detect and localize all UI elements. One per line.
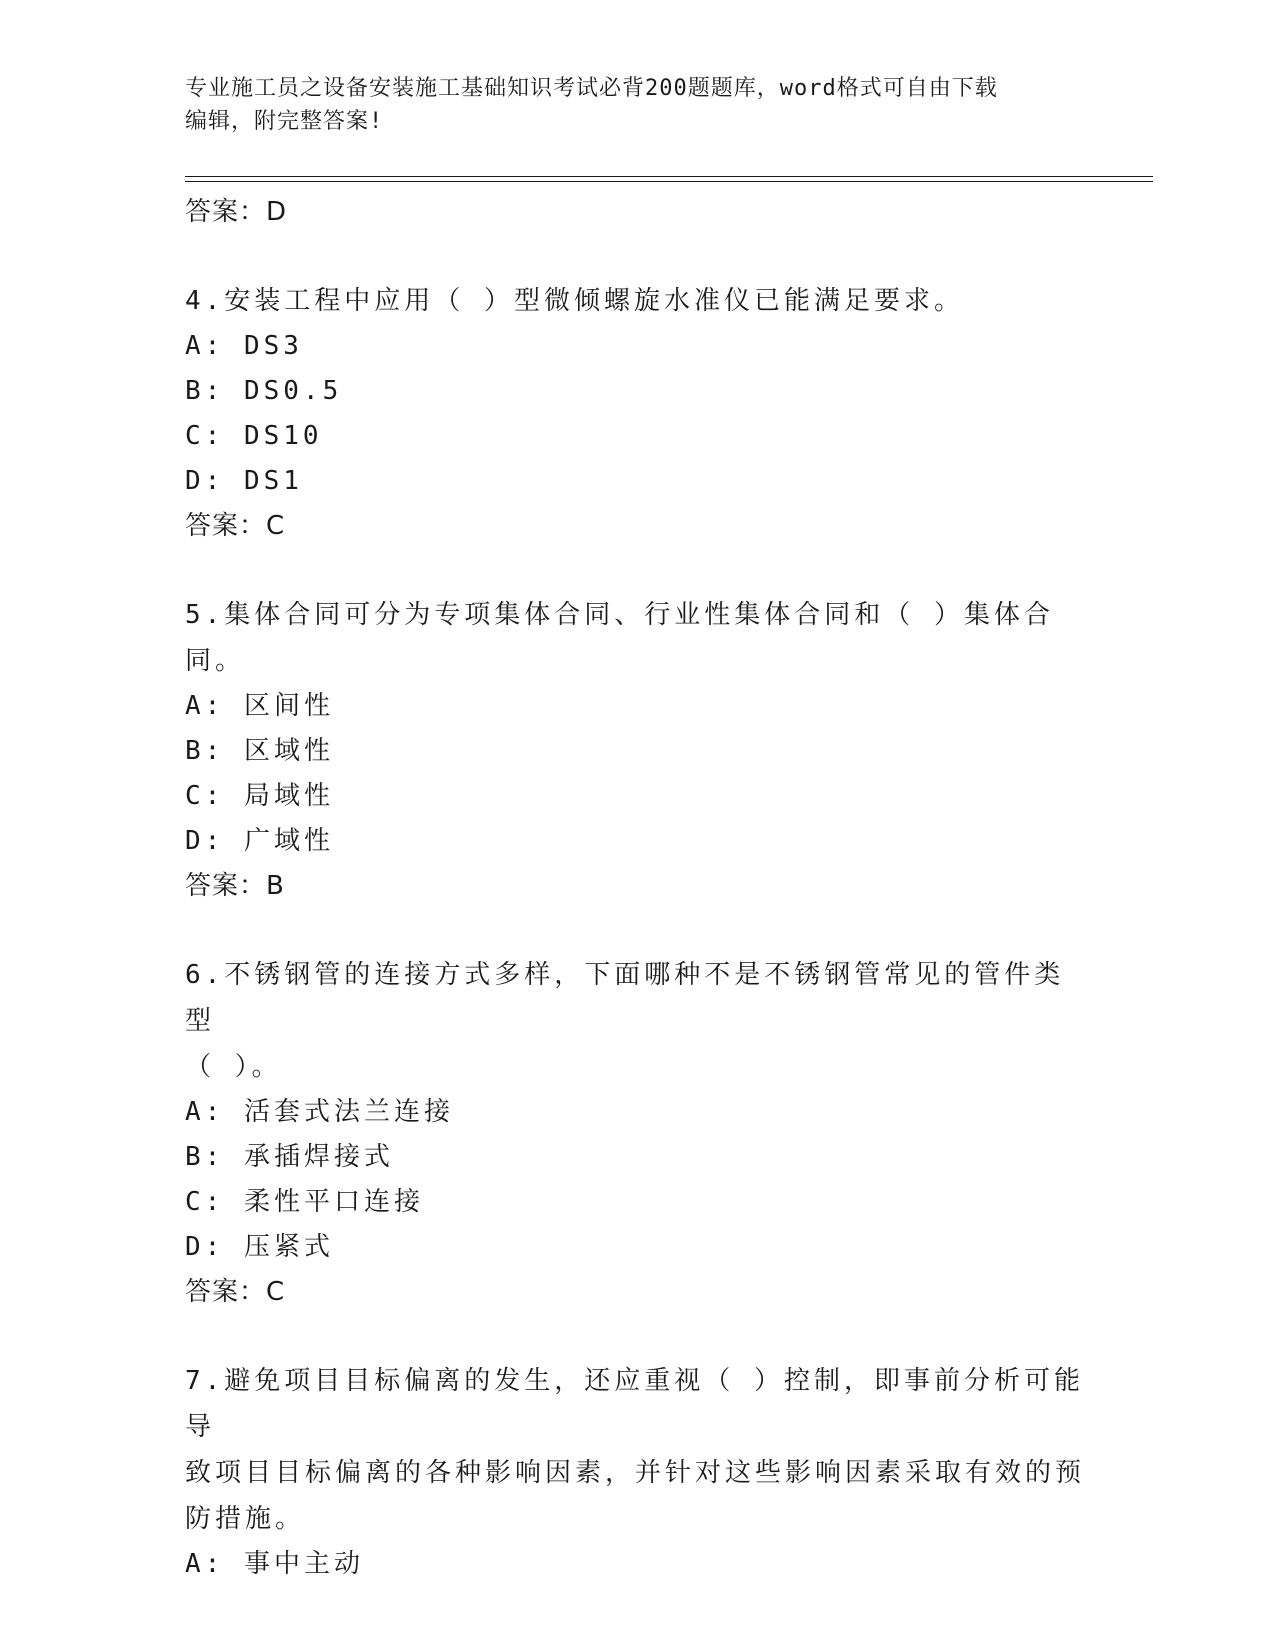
question-6 bbox=[185, 952, 1085, 1314]
option-c: C: 局域性 bbox=[185, 781, 334, 811]
question-stem-continued: （ ）。 bbox=[185, 1052, 282, 1082]
option-a: A: 事中主动 bbox=[185, 1549, 364, 1579]
header-line-1: 专业施工员之设备安装施工基础知识考试必背200题题库，word格式可自由下载 bbox=[185, 76, 998, 101]
header-rule-bottom bbox=[185, 181, 1153, 182]
option-b: B: DS0.5 bbox=[185, 376, 343, 406]
option-a: A: DS3 bbox=[185, 331, 303, 361]
answer-line: 答案：D bbox=[185, 197, 288, 227]
option-b: B: 承插焊接式 bbox=[185, 1142, 394, 1172]
question-stem: 4.安装工程中应用（ ）型微倾螺旋水准仪已能满足要求。 bbox=[185, 286, 964, 316]
option-d: D: 广域性 bbox=[185, 826, 334, 856]
question-stem: 5.集体合同可分为专项集体合同、行业性集体合同和（ ）集体合同。 bbox=[185, 600, 1054, 676]
option-c: C: DS10 bbox=[185, 421, 323, 451]
question-5 bbox=[185, 592, 1085, 908]
option-b: B: 区域性 bbox=[185, 736, 334, 766]
question-4 bbox=[185, 278, 1085, 548]
question-stem: 6.不锈钢管的连接方式多样，下面哪种不是不锈钢管常见的管件类型 bbox=[185, 960, 1065, 1036]
answer-line: 答案：B bbox=[185, 871, 285, 901]
header-rule-top bbox=[185, 176, 1153, 177]
answer-line: 答案：C bbox=[185, 1277, 286, 1307]
option-a: A: 区间性 bbox=[185, 691, 334, 721]
question-stem-continued: 防措施。 bbox=[185, 1504, 306, 1534]
page-header bbox=[185, 72, 1065, 138]
header-line-2: 编辑，附完整答案! bbox=[185, 109, 384, 134]
option-c: C: 柔性平口连接 bbox=[185, 1187, 424, 1217]
question-stem: 7.避免项目目标偏离的发生，还应重视（ ）控制，即事前分析可能导 bbox=[185, 1366, 1084, 1442]
option-a: A: 活套式法兰连接 bbox=[185, 1097, 454, 1127]
question-list bbox=[185, 190, 1085, 1631]
option-d: D: DS1 bbox=[185, 466, 303, 496]
option-d: D: 压紧式 bbox=[185, 1232, 334, 1262]
answer-line: 答案：C bbox=[185, 511, 286, 541]
question-stem-continued: 致项目目标偏离的各种影响因素，并针对这些影响因素采取有效的预 bbox=[185, 1458, 1086, 1488]
question-7 bbox=[185, 1358, 1085, 1587]
